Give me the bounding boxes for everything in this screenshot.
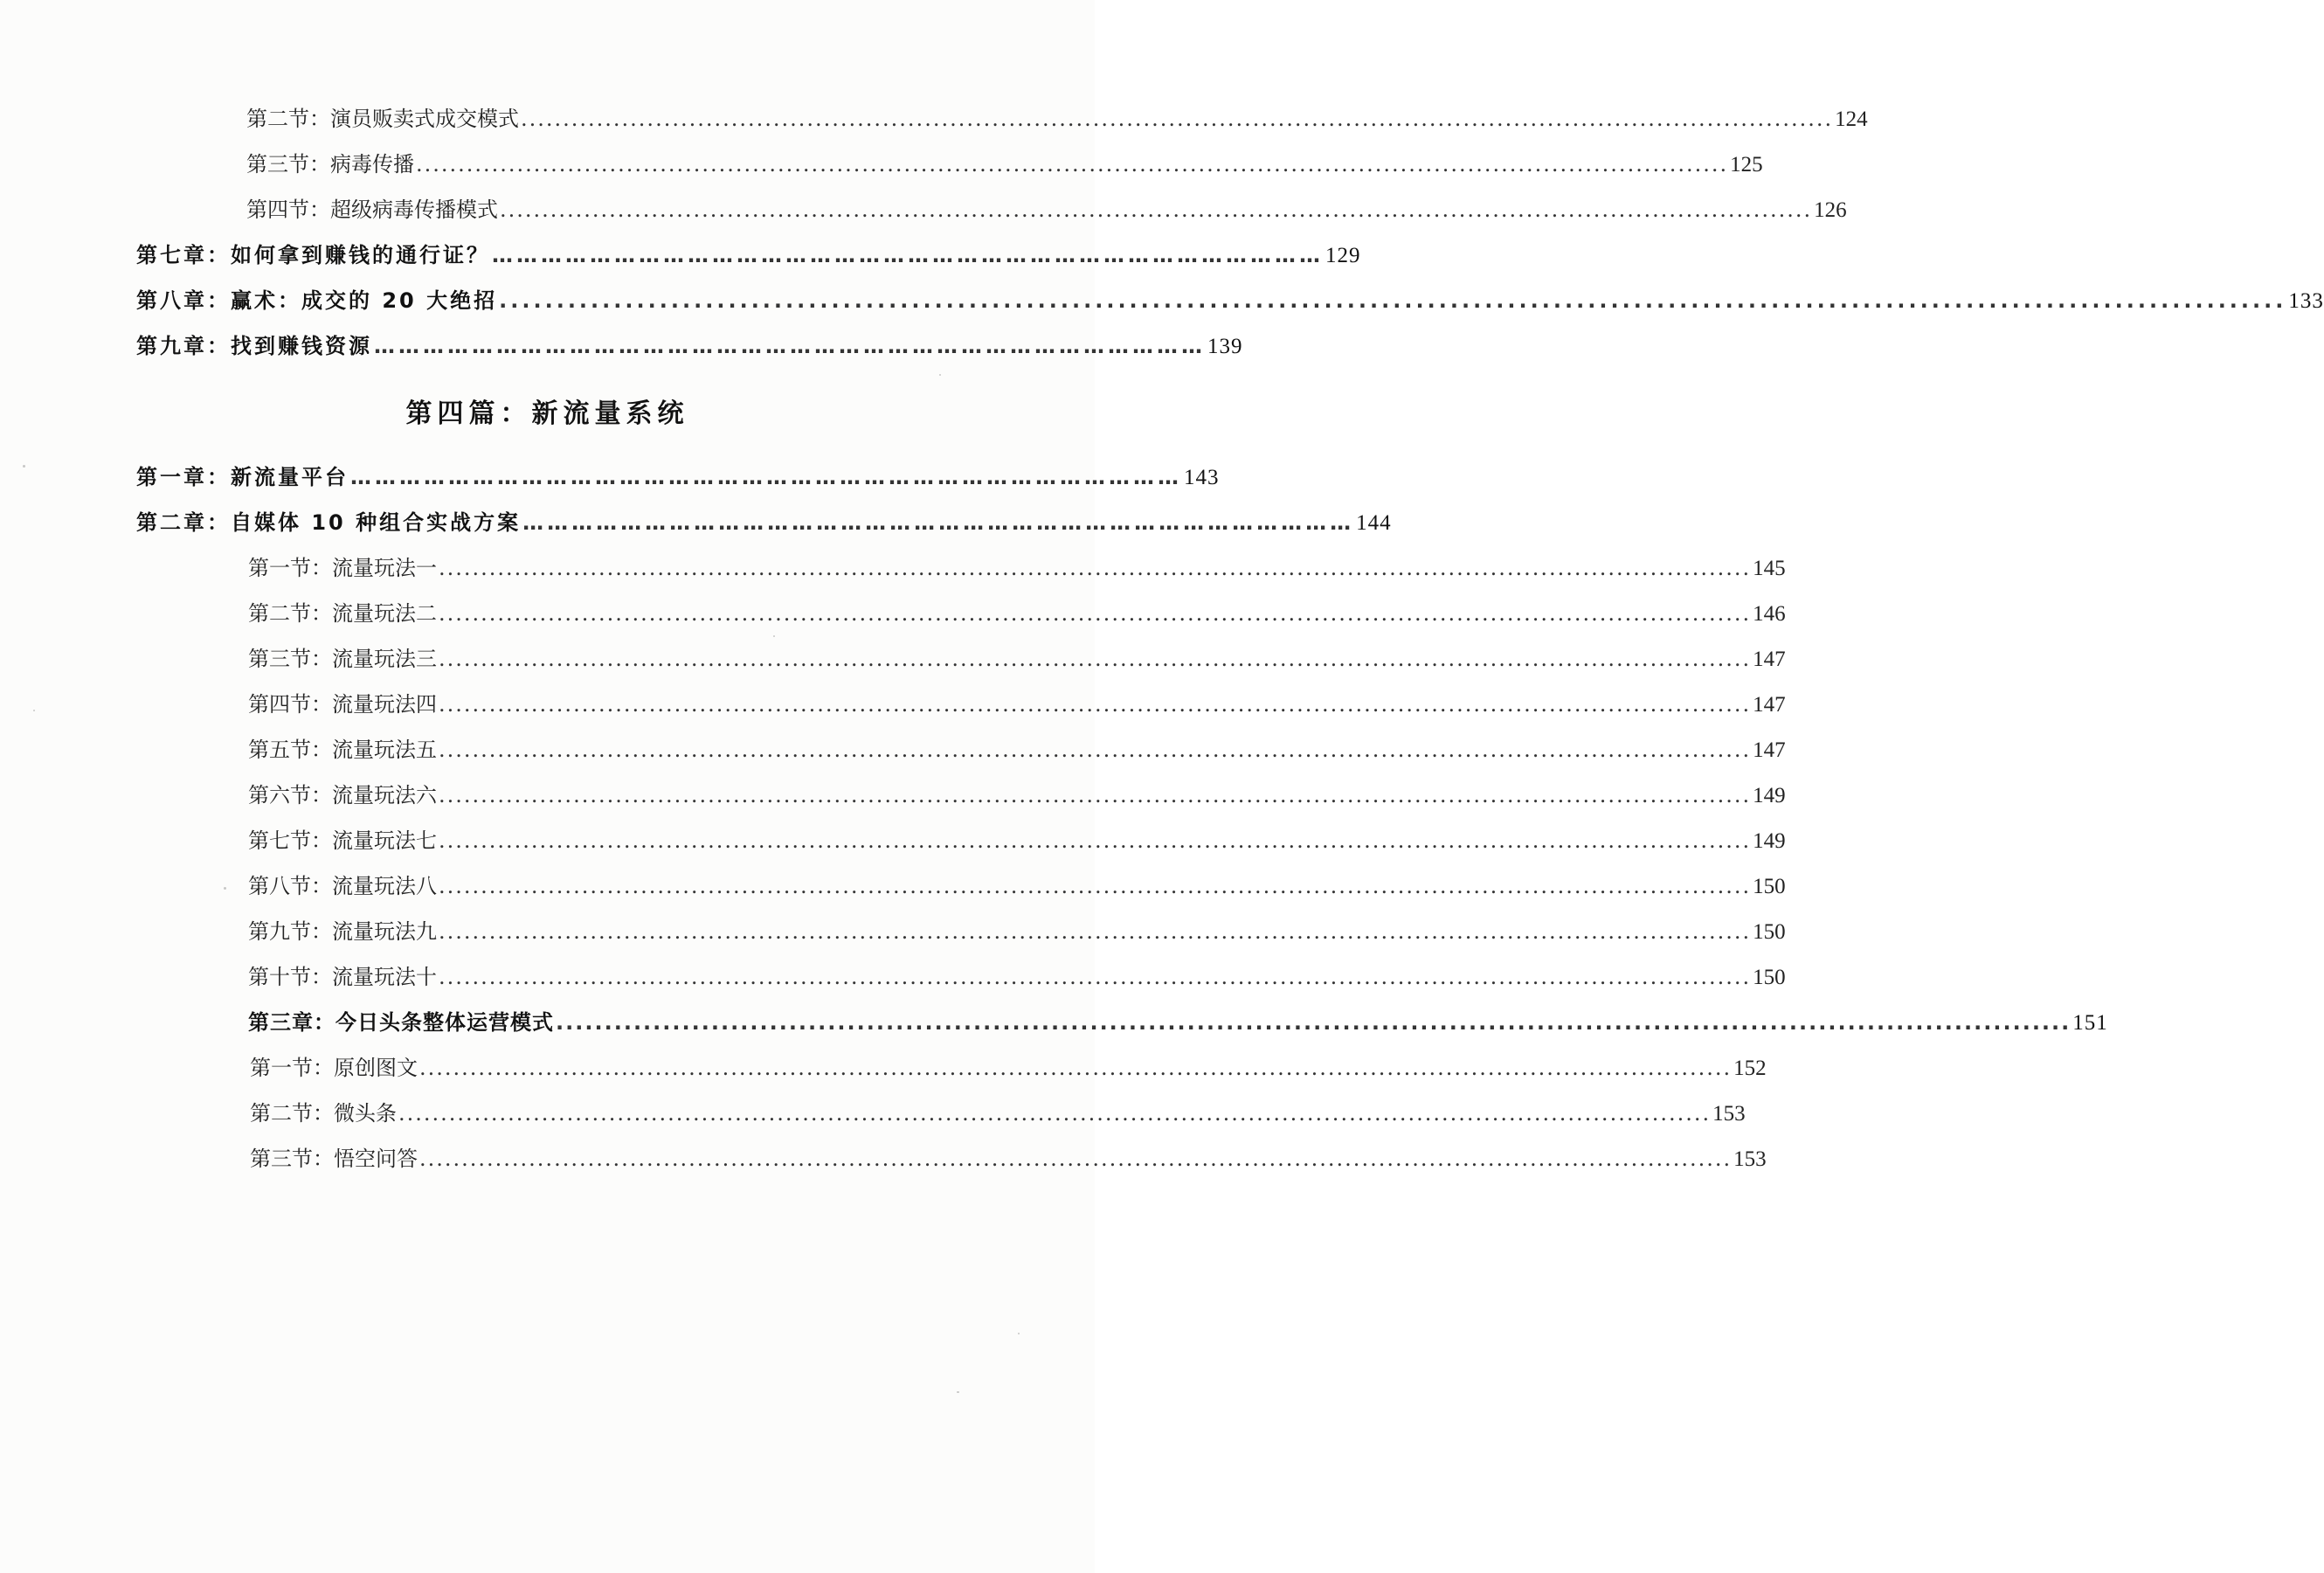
- toc-entry-section: [248, 641, 1786, 676]
- toc-entry-label: 第五节：流量玩法五: [248, 738, 437, 762]
- toc-page-number: 126: [1814, 198, 1847, 222]
- toc-entry-section: [248, 732, 1786, 767]
- scan-speck: [939, 374, 941, 376]
- toc-entry-section: [250, 1096, 1746, 1131]
- toc-page-number: 125: [1730, 153, 1763, 177]
- toc-page-number: 153: [1712, 1102, 1746, 1126]
- dot-leader: ............................................................................................................................................................: [439, 965, 1752, 989]
- toc-entry-section: [248, 914, 1786, 949]
- toc-entry-label: 第八章：赢术：成交的 20 大绝招: [136, 288, 498, 313]
- dot-leader: …………………………………………………………………………………………: [492, 243, 1324, 267]
- toc-page-number: 150: [1753, 920, 1786, 944]
- dot-leader: ............................................................................................................................................................: [439, 692, 1752, 717]
- toc-page-number: 150: [1753, 966, 1786, 989]
- dot-leader: ............................................................................................................................................................: [439, 647, 1752, 671]
- toc-entry-label: 第一节：流量玩法一: [248, 556, 437, 580]
- toc-entry-label: 第九章：找到赚钱资源: [136, 334, 372, 358]
- toc-entry-section: [248, 687, 1786, 722]
- toc-entry-chapter: [136, 238, 1361, 273]
- toc-entry-label: 第三节：流量玩法三: [248, 647, 437, 671]
- toc-entry-label: 第四节：流量玩法四: [248, 692, 437, 717]
- dot-leader: ............................................................................................................................................................: [419, 1056, 1733, 1080]
- dot-leader: ............................................................................................................................................................: [419, 1147, 1733, 1171]
- toc-entry-label: 第七节：流量玩法七: [248, 828, 437, 853]
- toc-entry-label: 第八节：流量玩法八: [248, 874, 437, 898]
- toc-entry-label: 第四节：超级病毒传播模式: [246, 197, 498, 222]
- toc-entry-section: [250, 1050, 1767, 1085]
- toc-page-number: 146: [1753, 602, 1786, 626]
- toc-entry-chapter: [136, 329, 1243, 364]
- toc-entry-label: 第六节：流量玩法六: [248, 783, 437, 807]
- toc-page-number: 150: [1753, 875, 1786, 898]
- toc-entry-section: [246, 147, 1763, 182]
- scan-speck: [224, 887, 226, 890]
- dot-leader: ............................................................................................................................................................: [439, 828, 1752, 853]
- toc-page-number: 133: [2288, 289, 2324, 313]
- toc-entry-label: 第二章：自媒体 10 种组合实战方案: [136, 510, 522, 535]
- toc-entry-chapter: [136, 460, 1220, 495]
- dot-leader: ............................................................................................................................................................: [439, 919, 1752, 944]
- toc-entry-section: [248, 869, 1786, 904]
- dot-leader: ............................................................................................................................................................: [439, 556, 1752, 580]
- toc-entry-label: 第三节：病毒传播: [246, 152, 414, 177]
- toc-page-number: 149: [1753, 784, 1786, 807]
- toc-entry-label: 第九节：流量玩法九: [248, 919, 437, 944]
- scan-speck: [773, 635, 775, 637]
- toc-page-number: 144: [1356, 511, 1392, 535]
- toc-page-number: 139: [1207, 335, 1243, 358]
- dot-leader: …………………………………………………………………………………………: [350, 465, 1182, 489]
- toc-entry-label: 第七章：如何拿到赚钱的通行证？: [136, 243, 490, 267]
- toc-entry-label: 第一章：新流量平台: [136, 465, 349, 489]
- toc-entry-section: [250, 1141, 1767, 1176]
- dot-leader: ............................................................................................................................................................: [439, 601, 1752, 626]
- toc-entry-section: [248, 823, 1786, 858]
- toc-entry-chapter: [136, 283, 2324, 318]
- scan-speck: [23, 465, 25, 468]
- dot-leader: ............................................................................................................................................................: [556, 1010, 2072, 1035]
- dot-leader: ............................................................................................................................................................: [439, 738, 1752, 762]
- dot-leader: …………………………………………………………………………………………: [522, 510, 1355, 535]
- scan-speck: [33, 710, 35, 711]
- toc-page-number: 153: [1733, 1147, 1767, 1171]
- toc-entry-label: 第二节：微头条: [250, 1101, 397, 1126]
- scan-speck: [957, 1391, 959, 1393]
- toc-entry-section: [248, 778, 1786, 813]
- dot-leader: ............................................................................................................................................................: [398, 1101, 1712, 1126]
- toc-entry-section: [248, 960, 1786, 994]
- toc-page-number: 152: [1733, 1057, 1767, 1080]
- toc-page-number: 151: [2072, 1011, 2108, 1035]
- dot-leader: ............................................................................................................................................................: [439, 783, 1752, 807]
- toc-entry-label: 第三节：悟空问答: [250, 1147, 418, 1171]
- toc-entry-label: 第二节：演员贩卖式成交模式: [246, 107, 519, 131]
- toc-entry-label: 第二节：流量玩法二: [248, 601, 437, 626]
- toc-page-number: 149: [1753, 829, 1786, 853]
- toc-page-number: 124: [1835, 107, 1868, 131]
- toc-page-number: 143: [1184, 466, 1220, 489]
- dot-leader: …………………………………………………………………………………………: [374, 334, 1206, 358]
- dot-leader: ............................................................................................................................................................: [521, 107, 1834, 131]
- toc-entry-section: [248, 551, 1786, 586]
- toc-entry-subchapter: [248, 1005, 2108, 1040]
- toc-entry-section: [246, 192, 1847, 227]
- toc-entry-label: 第三章：今日头条整体运营模式: [248, 1010, 554, 1035]
- toc-entry-section: [248, 596, 1786, 631]
- scan-speck: [1018, 1333, 1020, 1334]
- toc-page-number: 147: [1753, 648, 1786, 671]
- toc-entry-label: 第一节：原创图文: [250, 1056, 418, 1080]
- part-title: 第四篇：新流量系统: [405, 398, 689, 429]
- toc-entry-chapter: [136, 505, 1392, 540]
- dot-leader: ............................................................................................................................................................: [499, 288, 2287, 313]
- toc-page-number: 145: [1753, 557, 1786, 580]
- dot-leader: ............................................................................................................................................................: [439, 874, 1752, 898]
- toc-entry-label: 第十节：流量玩法十: [248, 965, 437, 989]
- toc-page-number: 129: [1325, 244, 1361, 267]
- toc-page-number: 147: [1753, 693, 1786, 717]
- dot-leader: ............................................................................................................................................................: [500, 197, 1813, 222]
- toc-page-number: 147: [1753, 738, 1786, 762]
- dot-leader: ............................................................................................................................................................: [416, 152, 1729, 177]
- toc-entry-section: [246, 101, 1868, 136]
